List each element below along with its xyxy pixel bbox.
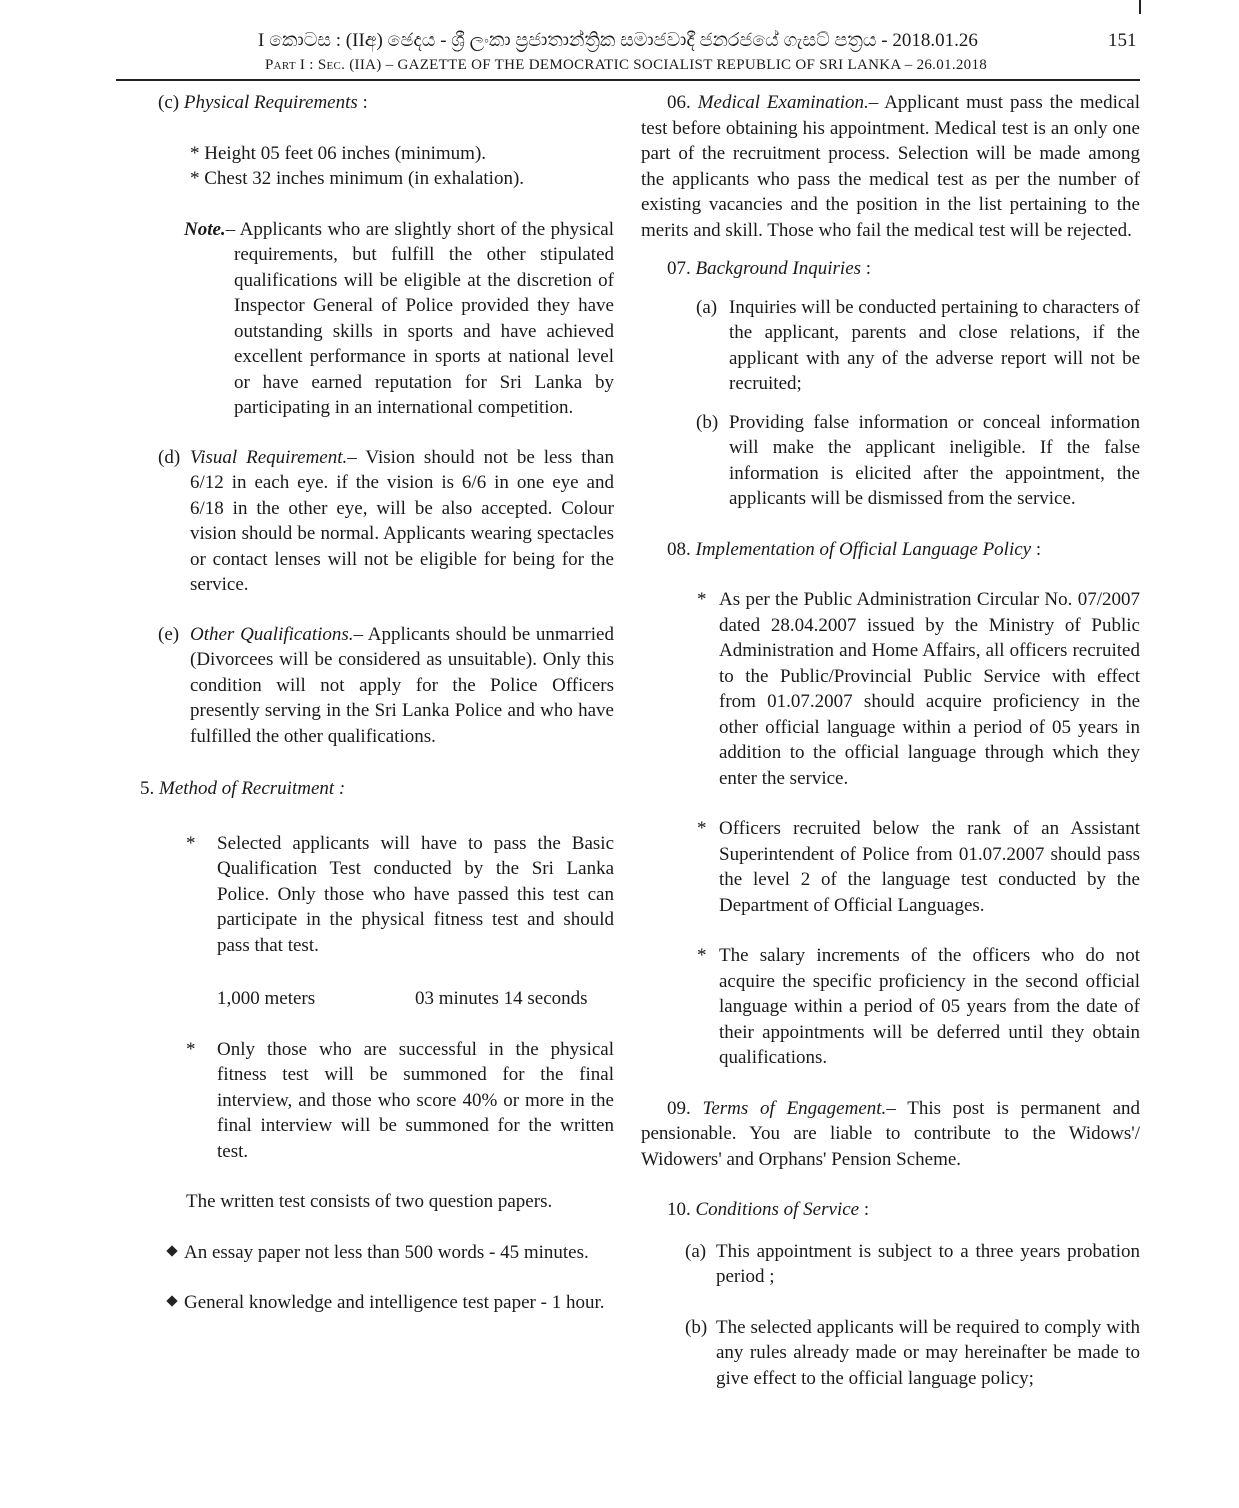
section-09: 09. Terms of Engagement.– This post is permanent and pensionable. You are liable to contribute to the Widows'/ Widowers' and Orphans' Pension Scheme.	[641, 1097, 1140, 1170]
header-rule	[116, 79, 1140, 81]
list-item: * Height 05 feet 06 inches (minimum).	[190, 142, 487, 164]
section-10-a: (a) This appointment is subject to a three years probation period ;	[685, 1240, 1140, 1287]
section-07-a: (a) Inquiries will be conducted pertaining to characters of the applicant, parents and close relations, if the applicant with any of the adverse report will not be recruited;	[696, 296, 1140, 394]
section-c-heading: (c) Physical Requirements :	[158, 92, 368, 113]
list-item: * The salary increments of the officers who do not acquire the specific proficiency in the second official language within a period of 05 years from the date of their appointments will be deferred until they obtain qualifications.	[697, 945, 1140, 1068]
section-10-heading: 10. Conditions of Service :	[667, 1199, 870, 1220]
list-item: * As per the Public Administration Circular No. 07/2007 dated 28.04.2007 issued by the Ministry of Public Administration and Home Affairs, all officers recruited to the Public/Provincial Public Service with effect from 01.07.2007 should acquire proficiency in the other official language within a period of 05 years in addition to the official language through which they enter the service.	[697, 589, 1140, 789]
header-sinhala-title: I කොටස : (IIඅ) ඡෙදය - ශ්‍රී ලංකා ප්‍රජාතාන්ත්‍රික සමාජවාදී ජනරජයේ ගැසට් පත්‍රය - 2018.01.26	[258, 30, 978, 51]
right-column	[641, 90, 1140, 1391]
list-item: * Only those who are successful in the physical fitness test will be summoned for the final interview, and those who score 40% or more in the final interview will be summoned for the written test.	[186, 1038, 614, 1162]
header-english-title: Part I : Sec. (IIA) – GAZETTE OF THE DEMOCRATIC SOCIALIST REPUBLIC OF SRI LANKA – 26.01.2018	[265, 57, 988, 73]
list-item: * Chest 32 inches minimum (in exhalation).	[190, 168, 525, 189]
written-test-intro: The written test consists of two question papers.	[186, 1191, 553, 1212]
section-06: 06. Medical Examination.– Applicant must pass the medical test before obtaining his appointment. Medical test is an only one part of the recruitment process. Selection will be made among the applicants who pass the medical test as per the number of existing vacancies and the position in the list pertaining to the merits and skill. Those who fail the medical test will be rejected.	[641, 92, 1140, 241]
list-item: * Selected applicants will have to pass the Basic Qualification Test conducted by the Sri Lanka Police. Only those who have passed this test can participate in the physical fitness test and should pass that test.	[186, 832, 614, 956]
page-edge-mark	[1139, 0, 1141, 14]
fitness-test-row	[217, 986, 614, 1012]
section-08-heading: 08. Implementation of Official Language Policy :	[667, 538, 1042, 560]
diamond-bullet-icon	[166, 1295, 177, 1306]
note-paragraph: Note.– Applicants who are slightly short of the physical requirements, but fulfill the other stipulated qualifications will be eligible at the discretion of Inspector General of Police provided they have outstanding skills in sports and have achieved excellent performance in sports at national level or have earned reputation for Sri Lanka by participating in an international competition.	[184, 218, 614, 418]
list-item: General knowledge and intelligence test paper - 1 hour.	[118, 1290, 614, 1316]
section-5-heading: 5. Method of Recruitment :	[140, 778, 346, 799]
section-10-b: (b) The selected applicants will be required to comply with any rules already made or may hereinafter be made to give effect to the official language policy;	[685, 1316, 1140, 1389]
run-distance: 1,000 meters	[217, 988, 316, 1009]
running-header	[0, 30, 1239, 54]
section-e: (e) Other Qualifications.– Applicants should be unmarried (Divorcees will be considered as unsuitable). Only this condition will not apply for the Police Officers presently serving in the Sri Lanka Police and who have fulfilled the other qualifications.	[158, 623, 614, 747]
left-column	[118, 90, 614, 1316]
page-number: 151	[1108, 30, 1137, 51]
run-time: 03 minutes 14 seconds	[415, 988, 588, 1009]
section-07-b: (b) Providing false information or conceal information will make the applicant ineligible. If the false information is elicited after the appointment, the applicants will be dismissed from the service.	[696, 411, 1140, 509]
list-item: An essay paper not less than 500 words - 45 minutes.	[118, 1240, 614, 1266]
section-07-heading: 07. Background Inquiries :	[667, 258, 872, 279]
list-item: * Officers recruited below the rank of an Assistant Superintendent of Police from 01.07.2007 should pass the level 2 of the language test conducted by the Department of Official Languages.	[697, 818, 1140, 916]
diamond-bullet-icon	[166, 1245, 177, 1256]
section-d: (d) Visual Requirement.– Vision should not be less than 6/12 in each eye. if the vision is 6/6 in one eye and 6/18 in the other eye, will be also accepted. Colour vision should be normal. Applicants wearing spectacles or contact lenses will not be eligible for being for the service.	[158, 446, 614, 595]
